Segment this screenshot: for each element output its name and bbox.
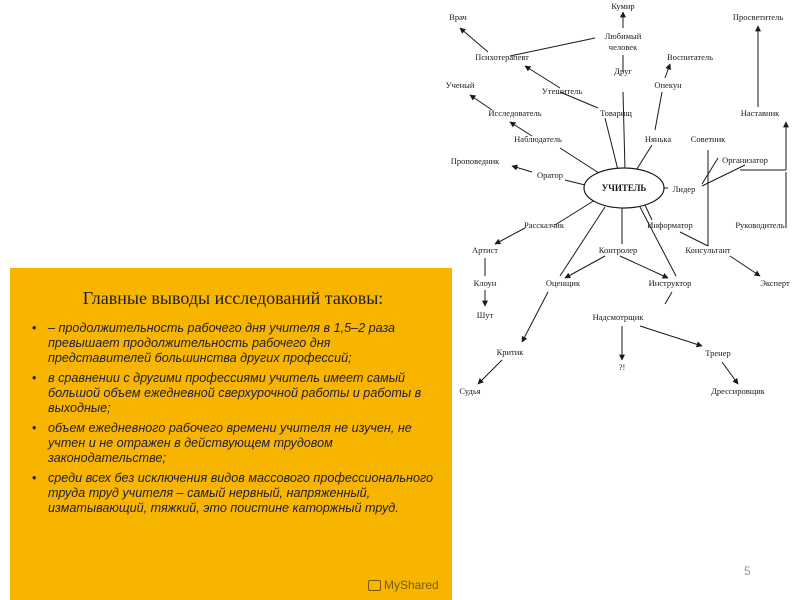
list-item	[32, 371, 434, 416]
node-nadsmotrshchik: Надсмотрщик	[592, 312, 644, 322]
node-chelovek: человек	[608, 42, 638, 52]
summary-title: Главные выводы исследований таковы:	[82, 288, 384, 308]
node-informator: Информатор	[647, 220, 693, 230]
node-kritik: Критик	[496, 347, 524, 357]
finding-text: – продолжительность рабочего дня учителя в 1,5–2 раза превышает продолжительность рабочего дня представителей большинства других профессий;	[48, 321, 396, 365]
node-nastavnik: Наставник	[740, 108, 780, 118]
finding-text: среди всех без исключения видов массового профессионального труда труд учителя – самый нервный, напряженный, изматывающий, тяжкий, это поистине каторжный труд.	[48, 471, 434, 515]
edge-uteshitel-psikhoterapevt	[525, 66, 560, 88]
node-drug: Друг	[614, 66, 632, 76]
node-psikhoterapevt: Психотерапевт	[475, 52, 529, 62]
node-sovetnik: Советник	[690, 134, 726, 144]
list-item	[32, 421, 434, 466]
edge-center-instruktor	[640, 207, 676, 276]
edge-nyanka-opekun	[655, 92, 662, 130]
node-kumir: Кумир	[611, 1, 635, 11]
node-instruktor: Инструктор	[648, 278, 692, 288]
bullet-marker: •	[32, 371, 37, 385]
node-dressirovshchik: Дрессировщик	[711, 386, 765, 396]
node-nablyudatel: Наблюдатель	[514, 134, 562, 144]
node-klown: Клоун	[473, 278, 497, 288]
node-propovednik: Проповедник	[450, 156, 500, 166]
node-question: ?!	[618, 362, 626, 372]
teacher-roles-diagram	[440, 0, 800, 405]
edge-psikhoterapevt-vrach	[460, 28, 488, 52]
center-label: УЧИТЕЛЬ	[601, 183, 647, 193]
slide-number: 5	[744, 564, 751, 578]
list-item	[32, 471, 434, 516]
bullet-marker: •	[32, 471, 37, 485]
edge-center-nyanka	[635, 145, 652, 172]
edge-kritik-sudya	[478, 360, 502, 384]
node-rukovoditel: Руководитель	[735, 220, 785, 230]
node-rasskazchik: Рассказчик	[524, 220, 564, 230]
node-issledovatel: Исследователь	[488, 108, 542, 118]
myshared-watermark	[368, 578, 439, 592]
node-organizator: Организатор	[722, 155, 768, 165]
edge-kontroler-instruktor	[620, 256, 668, 278]
finding-text: в сравнении с другими профессиями учитель имеет самый большой объем ежедневной сверхурочной работы и работы в выходные;	[48, 371, 422, 415]
edge-instruktor-nadsmotrshchik	[665, 292, 672, 304]
node-prosvetitel: Просветитель	[732, 12, 784, 22]
node-ucheny: Ученый	[445, 80, 475, 90]
node-tovarishch: Товарищ	[600, 108, 632, 118]
bullet-marker: •	[32, 321, 37, 335]
edge-opekun-vospitatel	[665, 64, 670, 78]
node-orator: Оратор	[536, 170, 564, 180]
node-vrach: Врач	[449, 12, 467, 22]
findings-list	[32, 321, 434, 516]
edge-center-nablyudatel	[560, 148, 602, 175]
node-otsenshchik: Оценщик	[545, 278, 581, 288]
edge-konsultant-ekspert	[730, 256, 760, 276]
edge-lider-sovetnik	[702, 158, 718, 184]
node-opekun: Опекун	[654, 80, 682, 90]
node-uteshitel: Утешитель	[541, 86, 583, 96]
node-ekspert: Эксперт	[760, 278, 790, 288]
finding-text: объем ежедневного рабочего времени учителя не изучен, не учтен и не отражен в действующем трудовом законодательстве;	[48, 421, 412, 465]
node-kontroler: Контролер	[598, 245, 638, 255]
edge-orator-propovednik	[512, 166, 532, 172]
edge-otsenshchik-kritik	[522, 292, 548, 342]
node-shut: Шут	[476, 310, 494, 320]
edge-informator-konsultant	[680, 232, 708, 246]
edge-trener-dressirovshchik	[722, 362, 738, 384]
edge-rasskazchik-artist	[495, 228, 525, 244]
edge-nadsmotrshchik-trener	[640, 326, 702, 346]
edge-center-orator	[565, 180, 585, 185]
node-nyanka: Нянька	[644, 134, 672, 144]
list-item	[32, 321, 434, 366]
bullet-marker: •	[32, 421, 37, 435]
edge-center-tovarishch	[605, 118, 618, 170]
node-lyubimy: Любимый	[604, 31, 642, 41]
node-lider: Лидер	[672, 184, 696, 194]
node-sudya: Судья	[459, 386, 481, 396]
myshared-logo-icon	[368, 580, 381, 591]
node-trener: Тренер	[705, 348, 731, 358]
watermark-text: MyShared	[384, 578, 439, 592]
node-konsultant: Консультант	[685, 245, 731, 255]
summary-panel	[10, 268, 452, 600]
edge-center-drug	[623, 92, 625, 170]
node-artist: Артист	[471, 245, 499, 255]
node-vospitatel: Воспитатель	[667, 52, 713, 62]
